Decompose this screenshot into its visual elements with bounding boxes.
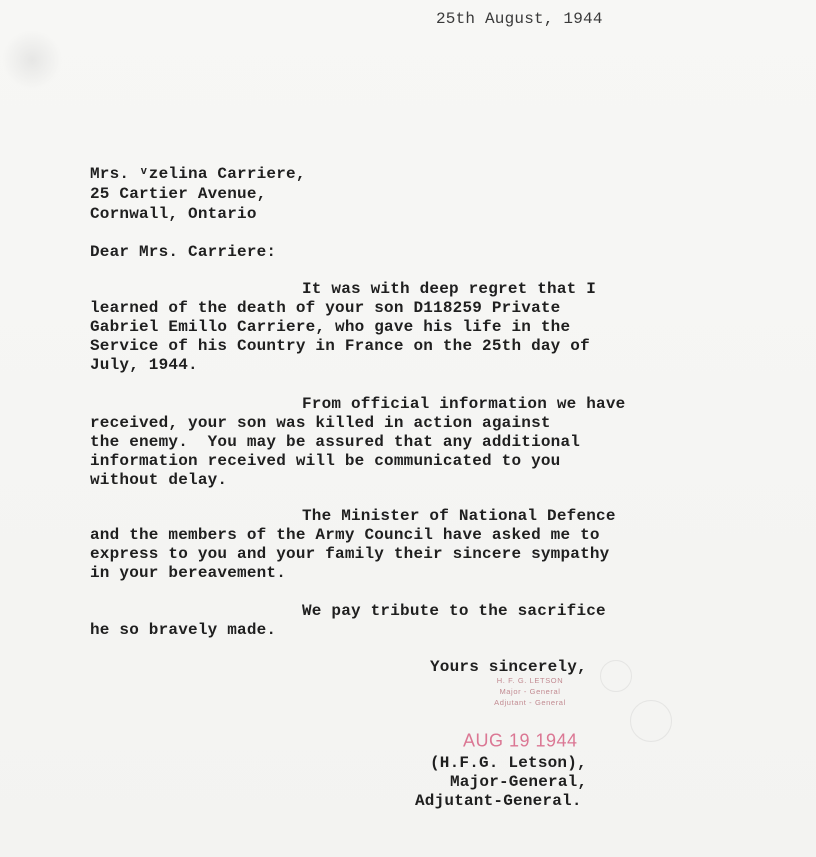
recipient-name: Mrs. ᵛzelina Carriere, — [90, 165, 306, 183]
bleed-through-mark — [600, 660, 632, 692]
recipient-city: Cornwall, Ontario — [90, 205, 257, 223]
stamp-title: Adjutant - General — [494, 698, 566, 707]
signature-title: Adjutant-General. — [415, 792, 582, 810]
bleed-through-mark — [630, 700, 672, 742]
paragraph-3-line: and the members of the Army Council have asked me to — [90, 526, 600, 544]
paragraph-3-line: The Minister of National Defence — [302, 507, 616, 525]
paragraph-1-line: It was with deep regret that I — [302, 280, 597, 298]
paragraph-1-line: July, 1944. — [90, 356, 198, 374]
signature-stamp — [470, 675, 590, 708]
signature-name: (H.F.G. Letson), — [430, 754, 587, 772]
paragraph-3-line: express to you and your family their sincere sympathy — [90, 545, 610, 563]
paragraph-4-line: he so bravely made. — [90, 621, 277, 639]
letter-date: 25th August, 1944 — [436, 10, 603, 28]
paragraph-2-line: received, your son was killed in action against — [90, 414, 551, 432]
recipient-street: 25 Cartier Avenue, — [90, 185, 267, 203]
paragraph-2-line: the enemy. You may be assured that any additional — [90, 433, 581, 451]
closing: Yours sincerely, — [430, 658, 587, 676]
received-date-stamp: AUG 19 1944 — [463, 729, 578, 751]
paragraph-1-line: Gabriel Emillo Carriere, who gave his life in the — [90, 318, 571, 336]
signature-rank: Major-General, — [450, 773, 588, 791]
paragraph-3-line: in your bereavement. — [90, 564, 287, 582]
stamp-name: H. F. G. LETSON — [496, 676, 564, 685]
paragraph-1-line: Service of his Country in France on the 25th day of — [90, 337, 590, 355]
paragraph-2-line: From official information we have — [302, 395, 626, 413]
stamp-rank: Major - General — [499, 687, 561, 696]
paragraph-4-line: We pay tribute to the sacrifice — [302, 602, 606, 620]
page-smudge — [2, 30, 62, 90]
paragraph-1-line: learned of the death of your son D118259 Private — [90, 299, 561, 317]
paragraph-2-line: without delay. — [90, 471, 228, 489]
paragraph-2-line: information received will be communicated to you — [90, 452, 561, 470]
salutation: Dear Mrs. Carriere: — [90, 243, 277, 261]
